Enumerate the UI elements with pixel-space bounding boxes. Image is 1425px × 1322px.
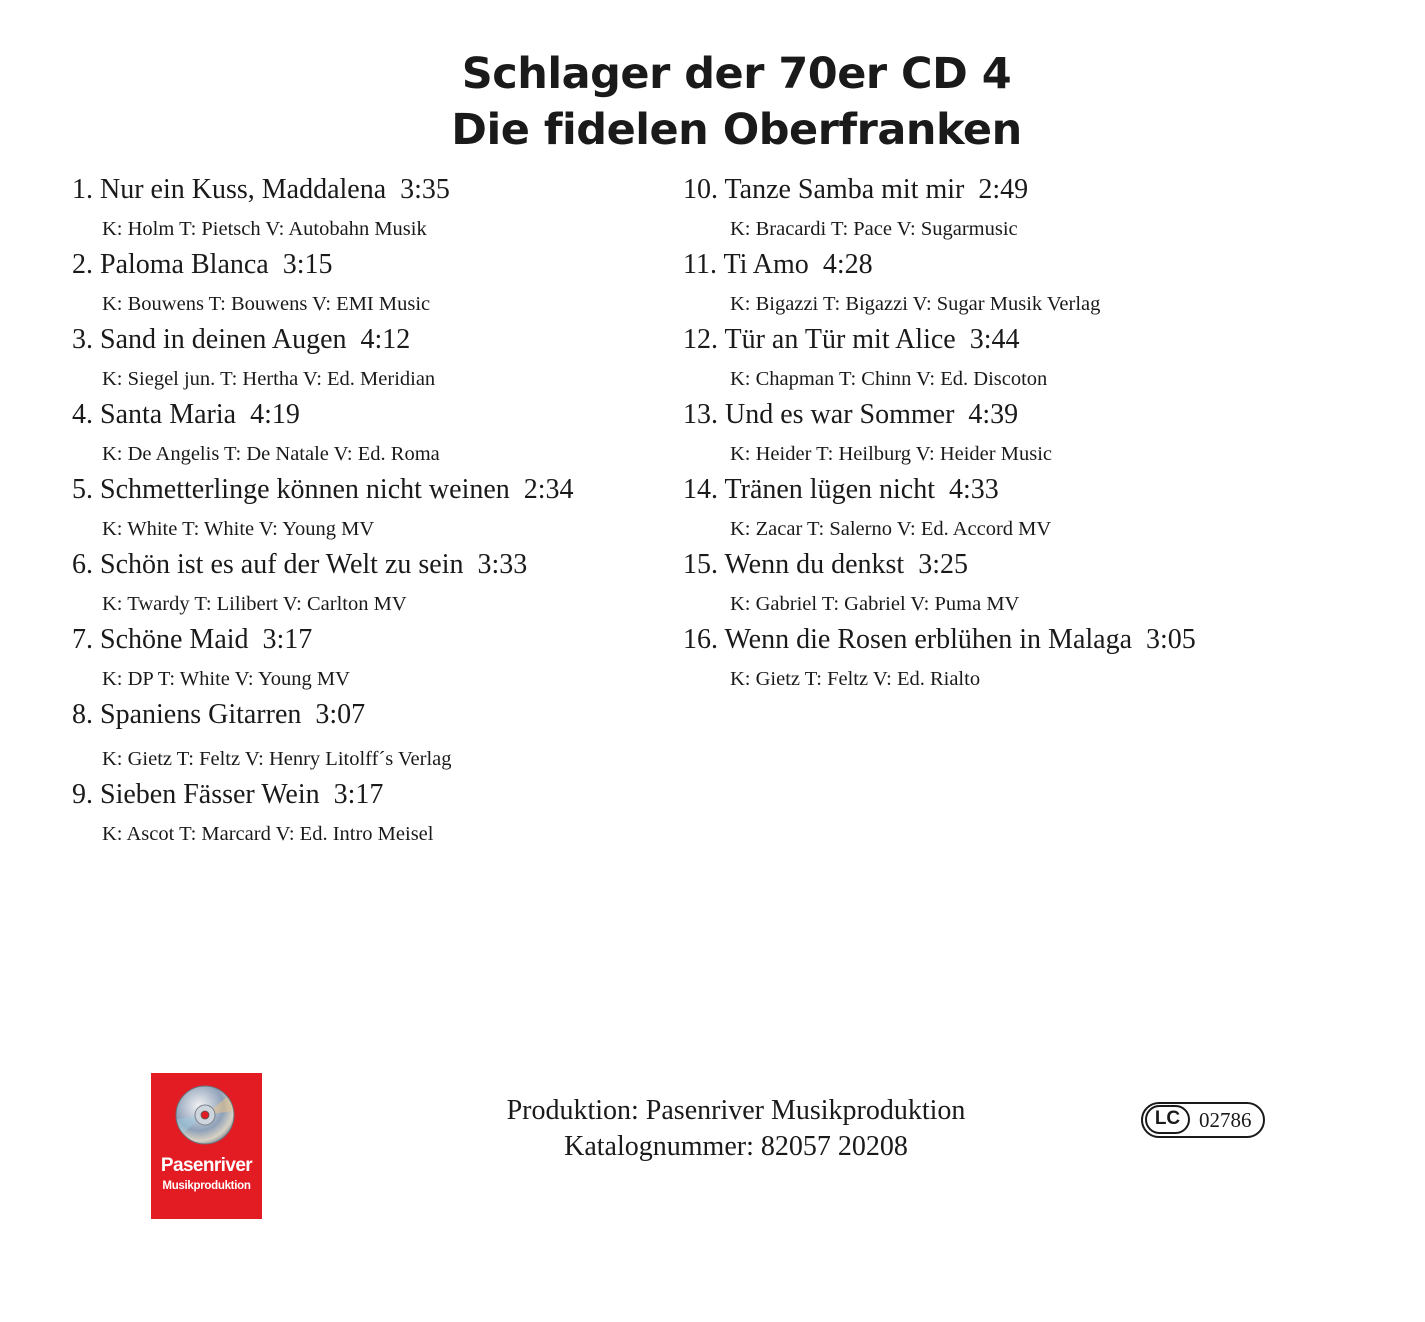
track-title: 14. Tränen lügen nicht	[683, 474, 935, 505]
track-credits: K: Gietz T: Feltz V: Ed. Rialto	[730, 668, 981, 690]
logo-subtitle: Musikproduktion	[162, 1180, 251, 1192]
track-credits: K: Bigazzi T: Bigazzi V: Sugar Musik Verlag	[730, 293, 1101, 315]
track-duration: 4:12	[360, 324, 411, 355]
track-item	[683, 168, 1383, 243]
track-title: 7. Schöne Maid	[72, 624, 249, 655]
track-credits: K: Gabriel T: Gabriel V: Puma MV	[730, 593, 1020, 615]
track-title: 15. Wenn du denkst	[683, 549, 905, 580]
production-info	[436, 1093, 1036, 1165]
track-item	[683, 618, 1383, 693]
track-credits: K: White T: White V: Young MV	[102, 518, 375, 540]
track-item	[683, 468, 1383, 543]
tracklist-left-column	[72, 168, 672, 848]
track-duration: 2:34	[523, 474, 574, 505]
track-duration: 3:25	[918, 549, 968, 580]
track-item	[683, 318, 1383, 393]
track-credits: K: Holm T: Pietsch V: Autobahn Musik	[102, 218, 427, 240]
track-title: 3. Sand in deinen Augen	[72, 324, 347, 355]
track-title: 9. Sieben Fässer Wein	[72, 779, 320, 810]
track-item	[72, 243, 672, 318]
tracklist-right-column	[683, 168, 1383, 693]
track-title: 2. Paloma Blanca	[72, 249, 269, 280]
track-credits: K: Zacar T: Salerno V: Ed. Accord MV	[730, 518, 1052, 540]
label-code-mark: LC	[1145, 1105, 1190, 1134]
track-item	[72, 168, 672, 243]
track-duration: 2:49	[978, 174, 1029, 205]
track-duration: 3:15	[282, 249, 333, 280]
production-label: Produktion: Pasenriver Musikproduktion	[506, 1095, 966, 1126]
album-title-line-2: Die fidelen Oberfranken	[451, 105, 1022, 155]
album-title-line-1: Schlager der 70er CD 4	[461, 49, 1012, 99]
track-item	[683, 393, 1383, 468]
track-item	[683, 543, 1383, 618]
track-credits: K: Chapman T: Chinn V: Ed. Discoton	[730, 368, 1048, 390]
track-credits: K: Siegel jun. T: Hertha V: Ed. Meridian	[102, 368, 436, 390]
track-credits: K: De Angelis T: De Natale V: Ed. Roma	[102, 443, 440, 465]
track-duration: 3:33	[477, 549, 528, 580]
track-credits: K: DP T: White V: Young MV	[102, 668, 350, 690]
track-duration: 4:33	[949, 474, 999, 505]
track-duration: 4:39	[968, 399, 1019, 430]
track-credits: K: Bouwens T: Bouwens V: EMI Music	[102, 293, 431, 315]
track-title: 13. Und es war Sommer	[683, 399, 955, 430]
track-title: 11. Ti Amo	[683, 249, 809, 280]
track-duration: 3:07	[315, 699, 366, 730]
catalog-number: Katalognummer: 82057 20208	[564, 1131, 908, 1162]
track-item	[683, 243, 1383, 318]
track-title: 1. Nur ein Kuss, Maddalena	[72, 174, 387, 205]
track-duration: 3:17	[333, 779, 384, 810]
track-credits: K: Twardy T: Lilibert V: Carlton MV	[102, 593, 407, 615]
track-credits: K: Gietz T: Feltz V: Henry Litolff´s Verlag	[102, 748, 452, 770]
track-duration: 3:05	[1146, 624, 1196, 655]
track-duration: 3:35	[400, 174, 450, 205]
track-title: 8. Spaniens Gitarren	[72, 699, 302, 730]
track-title: 10. Tanze Samba mit mir	[683, 174, 965, 205]
track-duration: 4:19	[250, 399, 300, 430]
pasenriver-logo	[151, 1073, 262, 1219]
track-credits: K: Heider T: Heilburg V: Heider Music	[730, 443, 1052, 465]
track-item	[72, 543, 672, 618]
track-title: 4. Santa Maria	[72, 399, 237, 430]
track-item	[72, 393, 672, 468]
track-duration: 3:44	[969, 324, 1020, 355]
track-title: 16. Wenn die Rosen erblühen in Malaga	[683, 624, 1133, 655]
track-item	[72, 318, 672, 393]
track-item	[72, 693, 672, 773]
track-title: 12. Tür an Tür mit Alice	[683, 324, 956, 355]
label-code-number: 02786	[1199, 1108, 1252, 1132]
track-item	[72, 773, 672, 848]
album-title	[0, 46, 1425, 158]
label-code-badge	[1141, 1102, 1265, 1138]
track-title: 5. Schmetterlinge können nicht weinen	[72, 474, 510, 505]
track-duration: 4:28	[822, 249, 873, 280]
track-credits: K: Ascot T: Marcard V: Ed. Intro Meisel	[102, 823, 434, 845]
logo-name: Pasenriver	[160, 1155, 253, 1176]
track-title: 6. Schön ist es auf der Welt zu sein	[72, 549, 464, 580]
track-credits: K: Bracardi T: Pace V: Sugarmusic	[730, 218, 1018, 240]
cd-disc-icon	[175, 1085, 235, 1145]
track-duration: 3:17	[262, 624, 313, 655]
track-item	[72, 618, 672, 693]
track-item	[72, 468, 672, 543]
